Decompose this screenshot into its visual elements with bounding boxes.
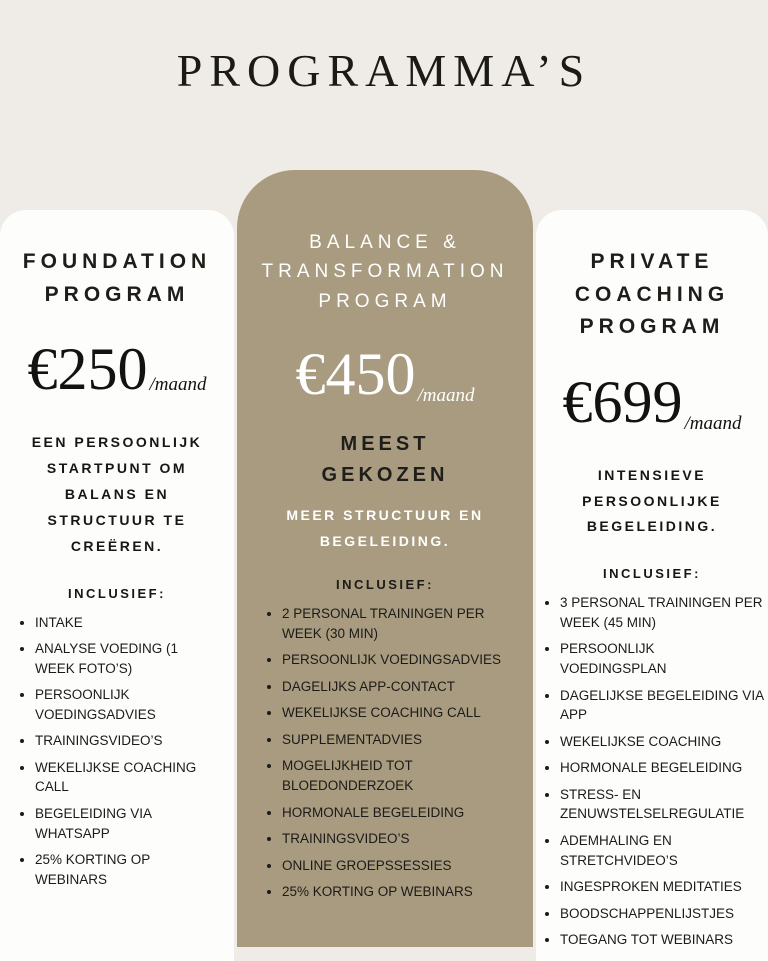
plan-price bbox=[562, 368, 742, 435]
feature-item: • ONLINE GROEPSSESSIES bbox=[282, 856, 508, 876]
price-period: /maand bbox=[684, 412, 742, 434]
plan-name-line: BALANCE & bbox=[309, 232, 461, 253]
plan-name-line: COACHING bbox=[574, 282, 730, 306]
plan-card-foundation bbox=[0, 210, 234, 961]
feature-item: • WEKELIJKSE COACHING bbox=[560, 732, 764, 752]
plan-tagline: INTENSIEVE PERSOONLIJKE BEGELEIDING. bbox=[582, 466, 722, 535]
feature-item: • TRAININGSVIDEO’S bbox=[282, 829, 508, 849]
feature-item: • 25% KORTING OP WEBINARS bbox=[282, 882, 508, 902]
page-title: PROGRAMMA’S bbox=[176, 45, 592, 96]
feature-item: • BOODSCHAPPENLIJSTJES bbox=[560, 904, 764, 924]
inclusief-label: INCLUSIEF: bbox=[336, 577, 434, 593]
plan-price bbox=[295, 341, 475, 408]
plan-name bbox=[23, 246, 211, 311]
feature-item: • TRAININGSVIDEO’S bbox=[35, 731, 219, 751]
plan-name bbox=[262, 228, 509, 316]
plan-price bbox=[27, 336, 207, 403]
plan-name bbox=[575, 246, 729, 344]
feature-item: • DAGELIJKS APP-CONTACT bbox=[282, 677, 508, 697]
plan-name-line: PROGRAM bbox=[318, 290, 452, 312]
price-amount: €250 bbox=[27, 336, 148, 403]
price-period: /maand bbox=[417, 385, 475, 407]
feature-item: • 2 PERSONAL TRAININGEN PER WEEK (30 MIN) bbox=[282, 604, 508, 643]
feature-item: • PERSOONLIJK VOEDINGSADVIES bbox=[282, 650, 508, 670]
feature-item: • 25% KORTING OP WEBINARS bbox=[35, 850, 219, 889]
feature-item: • WEKELIJKSE COACHING CALL bbox=[35, 758, 219, 797]
price-amount: €450 bbox=[295, 341, 416, 408]
feature-item: • MOGELIJKHEID TOT BLOEDONDERZOEK bbox=[282, 756, 508, 795]
feature-item: • 3 PERSONAL TRAININGEN PER WEEK (45 MIN) bbox=[560, 593, 764, 632]
plan-name-line: PRIVATE bbox=[590, 250, 714, 273]
plan-name-line: PROGRAM bbox=[44, 282, 190, 306]
feature-item: • PERSOONLIJK VOEDINGSPLAN bbox=[560, 639, 764, 678]
price-period: /maand bbox=[149, 374, 207, 396]
feature-item: • BEGELEIDING VIA WHATSAPP bbox=[35, 804, 219, 843]
price-amount: €699 bbox=[562, 368, 683, 435]
feature-item: • INGESPROKEN MEDITATIES bbox=[560, 877, 764, 897]
feature-item: • SUPPLEMENTADVIES bbox=[282, 730, 508, 750]
feature-item: • HORMONALE BEGELEIDING bbox=[282, 803, 508, 823]
badge-line: MEEST bbox=[340, 433, 430, 456]
plan-tagline: EEN PERSOONLIJK STARTPUNT OM BALANS EN STRUCTUUR TE CREËREN. bbox=[31, 434, 203, 554]
plan-name-line: FOUNDATION bbox=[22, 250, 212, 273]
feature-item: • ANALYSE VOEDING (1 WEEK FOTO’S) bbox=[35, 639, 219, 678]
feature-item: • PERSOONLIJK VOEDINGSADVIES bbox=[35, 685, 219, 724]
feature-list bbox=[15, 613, 219, 897]
feature-item: • DAGELIJKSE BEGELEIDING VIA APP bbox=[560, 686, 764, 725]
badge-line: GEKOZEN bbox=[321, 464, 449, 487]
feature-item: • ADEMHALING EN STRETCHVIDEO’S bbox=[560, 831, 764, 870]
plan-tagline: MEER STRUCTUUR EN BEGELEIDING. bbox=[286, 507, 484, 550]
feature-item: • WEKELIJKSE COACHING CALL bbox=[282, 703, 508, 723]
plan-name-line: TRANSFORMATION bbox=[261, 261, 509, 283]
plan-card-balance-transformation bbox=[237, 170, 533, 947]
inclusief-label: INCLUSIEF: bbox=[68, 585, 166, 601]
plan-card-private-coaching bbox=[536, 210, 768, 961]
most-chosen-badge bbox=[322, 429, 449, 491]
feature-item: • STRESS- EN ZENUWSTELSELREGULATIE bbox=[560, 785, 764, 824]
feature-item: • HORMONALE BEGELEIDING bbox=[560, 758, 764, 778]
feature-list bbox=[262, 604, 508, 909]
plan-name-line: PROGRAM bbox=[579, 315, 725, 339]
feature-item: • TOEGANG TOT WEBINARS bbox=[560, 930, 764, 950]
feature-item: • INTAKE bbox=[35, 613, 219, 633]
inclusief-label: INCLUSIEF: bbox=[603, 566, 701, 582]
feature-list bbox=[540, 593, 764, 956]
